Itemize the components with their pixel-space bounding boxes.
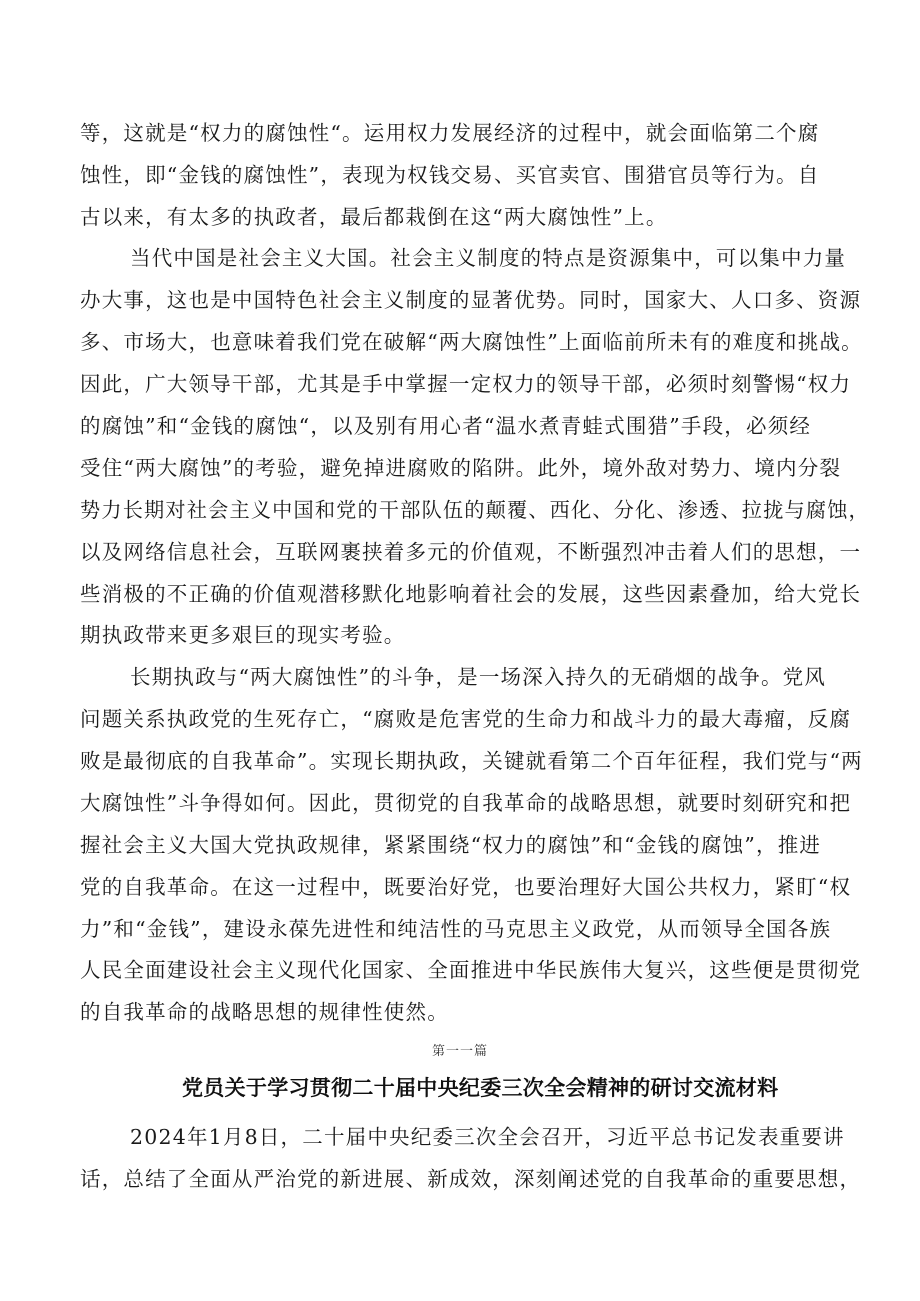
paragraph-2-line-2: 办大事，这也是中国特色社会主义制度的显著优势。同时，国家大、人口多、资源 xyxy=(80,288,862,312)
paragraph-1-line-3: 古以来，有太多的执政者，最后都栽倒在这“两大腐蚀性”上。 xyxy=(80,205,668,229)
paragraph-3-line-9: 的自我革命的战略思想的规律性使然。 xyxy=(80,1000,449,1024)
paragraph-2-line-6: 受住“两大腐蚀”的考验，避免掉进腐败的陷阱。此外，境外敌对势力、境内分裂 xyxy=(80,456,842,480)
document-title: 党员关于学习贯彻二十届中央纪委三次全会精神的研讨交流材料 xyxy=(182,1076,779,1100)
final-paragraph-line-2: 话，总结了全面从严治党的新进展、新成效，深刻阐述党的自我革命的重要思想， xyxy=(80,1167,862,1191)
paragraph-3-line-8: 人民全面建设社会主义现代化国家、全面推进中华民族伟大复兴，这些便是贯彻党 xyxy=(80,958,862,982)
paragraph-3-line-3: 败是最彻底的自我革命”。实现长期执政，关键就看第二个百年征程，我们党与“两 xyxy=(80,749,863,773)
paragraph-3-line-7: 力”和“金钱”，建设永葆先进性和纯洁性的马克思主义政党，从而领导全国各族 xyxy=(80,917,832,941)
paragraph-2-line-8: 以及网络信息社会，互联网裹挟着多元的价值观，不断强烈冲击着人们的思想，一 xyxy=(80,540,862,564)
paragraph-3-line-2: 问题关系执政党的生死存亡，“腐败是危害党的生命力和战斗力的最大毒瘤，反腐 xyxy=(80,707,852,731)
paragraph-2-line-5: 的腐蚀”和“金钱的腐蚀“，以及别有用心者“温水煮青蛙式围猎”手段，必须经 xyxy=(80,414,812,438)
paragraph-2-line-9: 些消极的不正确的价值观潜移默化地影响着社会的发展，这些因素叠加，给大党长 xyxy=(80,582,862,606)
final-paragraph-line-1: 2024年1月8日，二十届中央纪委三次全会召开，习近平总书记发表重要讲 xyxy=(130,1125,845,1149)
paragraph-1-line-2: 蚀性，即“金钱的腐蚀性”，表现为权钱交易、买官卖官、围猎官员等行为。自 xyxy=(80,163,820,187)
paragraph-2-line-1: 当代中国是社会主义大国。社会主义制度的特点是资源集中，可以集中力量 xyxy=(130,246,847,270)
paragraph-3-line-1: 长期执政与“两大腐蚀性”的斗争，是一场深入持久的无硝烟的战争。党风 xyxy=(130,665,827,689)
paragraph-2-line-4: 因此，广大领导干部，尤其是手中掌握一定权力的领导干部，必须时刻警惕“权力 xyxy=(80,372,852,396)
paragraph-3-line-5: 握社会主义大国大党执政规律，紧紧围绕“权力的腐蚀”和“金钱的腐蚀”，推进 xyxy=(80,833,822,857)
paragraph-2-line-3: 多、市场大，也意味着我们党在破解“两大腐蚀性”上面临前所未有的难度和挑战。 xyxy=(80,330,863,354)
section-label: 第一一篇 xyxy=(431,1044,488,1059)
paragraph-1-line-1: 等，这就是“权力的腐蚀性“。运用权力发展经济的过程中，就会面临第二个腐 xyxy=(80,121,820,145)
paragraph-3-line-4: 大腐蚀性”斗争得如何。因此，贯彻党的自我革命的战略思想，就要时刻研究和把 xyxy=(80,791,852,815)
paragraph-2-line-10: 期执政带来更多艰巨的现实考验。 xyxy=(80,623,406,647)
paragraph-3-line-6: 党的自我革命。在这一过程中，既要治好党，也要治理好大国公共权力，紧盯“权 xyxy=(80,875,852,899)
paragraph-2-line-7: 势力长期对社会主义中国和党的干部队伍的颠覆、西化、分化、渗透、拉拢与腐蚀， xyxy=(80,498,870,522)
